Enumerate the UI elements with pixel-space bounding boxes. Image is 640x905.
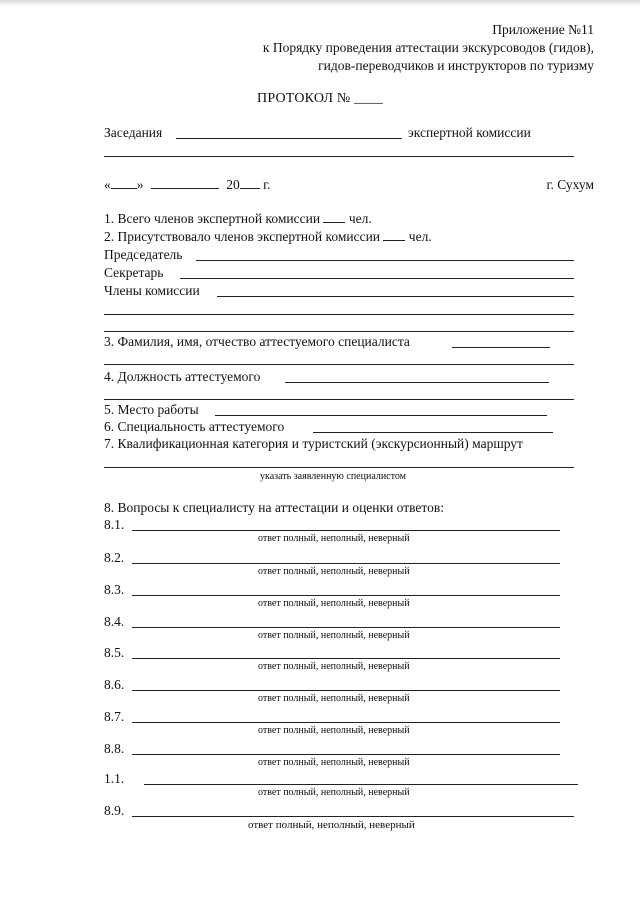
question-answer-field[interactable]: [132, 627, 560, 628]
members-field[interactable]: [217, 296, 574, 297]
chair-label: Председатель: [104, 247, 183, 262]
item-2: [104, 229, 432, 245]
present-members-field[interactable]: [383, 229, 405, 241]
item-3-label: 3. Фамилия, имя, отчество аттестуемого специалиста: [104, 334, 410, 349]
item-1: [104, 211, 372, 227]
chair-field[interactable]: [196, 260, 574, 261]
question-answer-field[interactable]: [132, 690, 560, 691]
question-number: 8.6.: [104, 677, 125, 692]
question-number: 8.9.: [104, 803, 125, 818]
answer-grade-hint: ответ полный, неполный, неверный: [258, 598, 410, 609]
questions-heading: 8. Вопросы к специалисту на аттестации и оценки ответов:: [104, 500, 445, 515]
answer-grade-hint: ответ полный, неполный, неверный: [258, 693, 410, 704]
specialist-name-field[interactable]: [452, 347, 550, 348]
answer-grade-hint: ответ полный, неполный, неверный: [258, 661, 410, 672]
item-1-text: 1. Всего членов экспертной комиссии: [104, 211, 321, 226]
secretary-label: Секретарь: [104, 265, 164, 280]
appendix-number: Приложение №11: [492, 22, 594, 37]
question-number: 8.5.: [104, 645, 125, 660]
protocol-title: ПРОТОКОЛ № ____: [257, 91, 383, 106]
item-6-label: 6. Специальность аттестуемого: [104, 419, 285, 434]
meeting-extra-field[interactable]: [104, 156, 574, 157]
appendix-subtitle-1: к Порядку проведения аттестации экскурсоводов (гидов),: [262, 40, 594, 55]
answer-grade-hint: ответ полный, неполный, неверный: [258, 787, 410, 798]
open-quote: «: [104, 177, 111, 192]
members-field-2[interactable]: [104, 314, 574, 315]
close-quote: »: [136, 177, 144, 192]
secretary-field[interactable]: [180, 278, 574, 279]
item-2-text: 2. Присутствовало членов экспертной комиссии: [104, 229, 381, 244]
scan-edge: [0, 0, 640, 6]
category-route-hint: указать заявленную специалистом: [260, 471, 407, 482]
question-answer-field[interactable]: [132, 595, 560, 596]
meeting-type-field[interactable]: [176, 138, 402, 139]
question-number: 8.7.: [104, 709, 125, 724]
question-answer-field[interactable]: [132, 754, 560, 755]
answer-grade-hint: ответ полный, неполный, неверный: [258, 566, 410, 577]
meeting-suffix: экспертной комиссии: [408, 125, 531, 140]
answer-grade-hint: ответ полный, неполный, неверный: [258, 630, 410, 641]
date-row: [104, 177, 271, 193]
month-field[interactable]: [151, 177, 219, 189]
category-route-field[interactable]: [104, 467, 574, 468]
question-number: 8.8.: [104, 741, 125, 756]
question-answer-field[interactable]: [132, 563, 560, 564]
workplace-field[interactable]: [215, 415, 547, 416]
question-answer-field[interactable]: [132, 722, 560, 723]
answer-grade-hint: ответ полный, неполный, неверный: [258, 757, 410, 768]
question-number: 8.3.: [104, 582, 125, 597]
question-number: 1.1.: [104, 771, 125, 786]
specialist-name-field-2[interactable]: [104, 364, 574, 365]
day-field[interactable]: [111, 177, 137, 189]
answer-grade-hint: ответ полный, неполный, неверный: [248, 819, 415, 831]
appendix-subtitle-2: гидов-переводчиков и инструкторов по туризму: [318, 58, 594, 73]
answer-grade-hint: ответ полный, неполный, неверный: [258, 533, 410, 544]
item-1-unit: чел.: [348, 211, 372, 226]
total-members-field[interactable]: [323, 211, 345, 223]
answer-grade-hint: ответ полный, неполный, неверный: [258, 725, 410, 736]
meeting-label: Заседания: [104, 125, 163, 140]
year-prefix: 20: [226, 177, 240, 192]
question-answer-field[interactable]: [132, 658, 560, 659]
item-4-label: 4. Должность аттестуемого: [104, 369, 261, 384]
item-2-unit: чел.: [408, 229, 432, 244]
question-number: 8.2.: [104, 550, 125, 565]
members-field-3[interactable]: [104, 331, 574, 332]
specialty-field[interactable]: [313, 432, 553, 433]
item-7-label: 7. Квалификационная категория и туристский (экскурсионный) маршрут: [104, 436, 523, 451]
position-field-2[interactable]: [104, 399, 574, 400]
item-5-label: 5. Место работы: [104, 402, 199, 417]
question-number: 8.1.: [104, 517, 125, 532]
position-field[interactable]: [285, 382, 549, 383]
question-answer-field[interactable]: [132, 530, 560, 531]
city: г. Сухум: [546, 177, 594, 192]
year-suffix: г.: [263, 177, 271, 192]
members-label: Члены комиссии: [104, 283, 200, 298]
question-number: 8.4.: [104, 614, 125, 629]
question-answer-field[interactable]: [144, 784, 578, 785]
year-field[interactable]: [240, 177, 260, 189]
question-answer-field[interactable]: [132, 816, 574, 817]
